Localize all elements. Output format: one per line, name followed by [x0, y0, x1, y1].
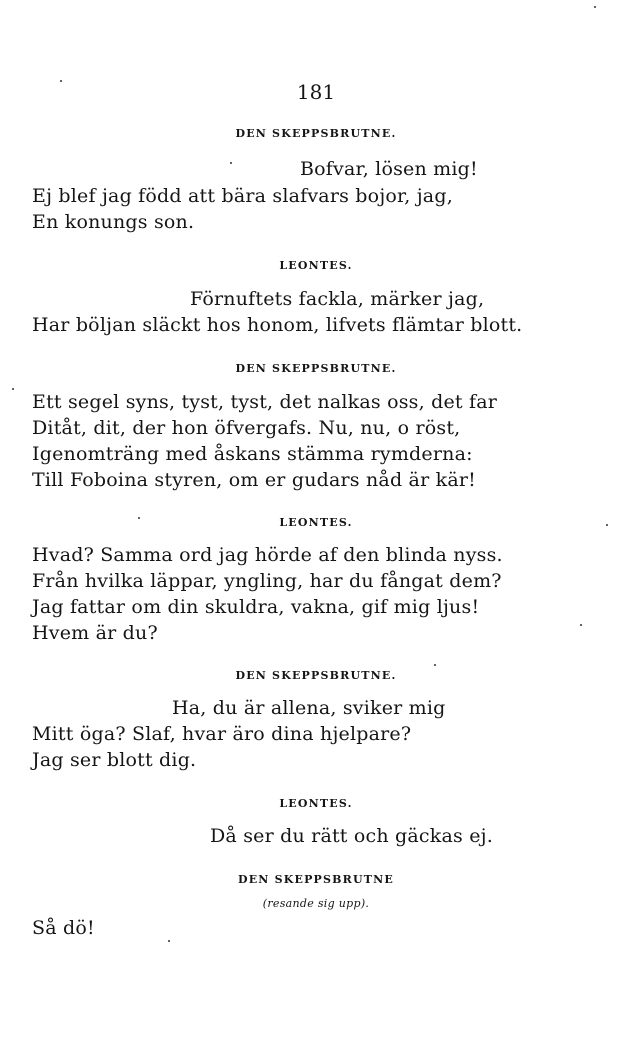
verse-line: Har böljan släckt hos honom, lifvets flämtar blott.	[32, 314, 523, 336]
verse-line: Jag fattar om din skuldra, vakna, gif mig ljus!	[32, 596, 480, 618]
verse-line: Hvad? Samma ord jag hörde af den blinda nyss.	[32, 544, 503, 566]
verse-line: Från hvilka läppar, yngling, har du fångat dem?	[32, 570, 502, 592]
verse-line: Hvem är du?	[32, 622, 158, 644]
scan-speck	[230, 162, 232, 164]
scan-speck	[434, 664, 436, 666]
page-number: 181	[296, 80, 336, 104]
verse-line: Jag ser blott dig.	[32, 749, 197, 771]
verse-line: Mitt öga? Slaf, hvar äro dina hjelpare?	[32, 723, 412, 745]
verse-line: Ett segel syns, tyst, tyst, det nalkas oss, det far	[32, 391, 498, 413]
verse-line: Till Foboina styren, om er gudars nåd är kär!	[32, 469, 476, 491]
verse-line: Så dö!	[32, 917, 95, 939]
stage-direction: (resande sig upp).	[262, 897, 370, 910]
verse-line: Förnuftets fackla, märker jag,	[190, 288, 485, 310]
speaker-heading: LEONTES.	[279, 259, 353, 272]
verse-line: Ha, du är allena, sviker mig	[172, 697, 446, 719]
scan-speck	[594, 6, 596, 8]
speaker-heading: DEN SKEPPSBRUTNE.	[235, 127, 397, 140]
speaker-heading: DEN SKEPPSBRUTNE.	[235, 362, 397, 375]
speaker-heading: DEN SKEPPSBRUTNE.	[235, 669, 397, 682]
speaker-heading: LEONTES.	[279, 797, 353, 810]
verse-line: Då ser du rätt och gäckas ej.	[210, 825, 493, 847]
scan-speck	[12, 388, 14, 390]
speaker-heading: DEN SKEPPSBRUTNE	[237, 873, 395, 886]
verse-line: Igenomträng med åskans stämma rymderna:	[32, 443, 473, 465]
verse-line: Bofvar, lösen mig!	[300, 158, 478, 180]
speaker-heading: LEONTES.	[279, 516, 353, 529]
scan-speck	[168, 940, 170, 942]
scan-speck	[606, 524, 608, 526]
scan-speck	[60, 80, 62, 82]
verse-line: En konungs son.	[32, 211, 195, 233]
verse-line: Ej blef jag född att bära slafvars bojor, jag,	[32, 185, 453, 207]
scan-speck	[580, 624, 582, 626]
verse-line: Ditåt, dit, der hon öfvergafs. Nu, nu, o röst,	[32, 417, 461, 439]
scan-speck	[138, 517, 140, 519]
